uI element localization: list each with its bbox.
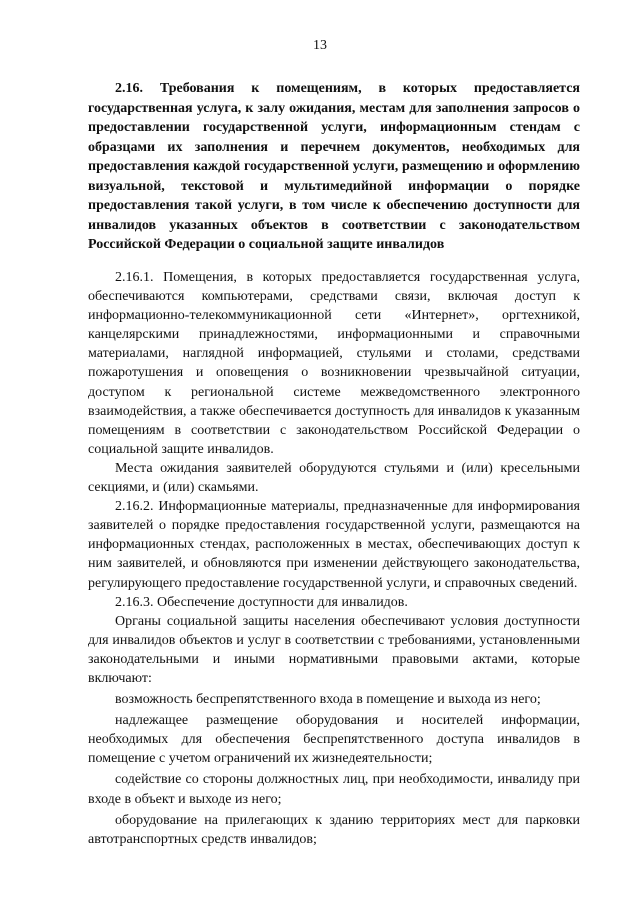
paragraph-2-16-3: 2.16.3. Обеспечение доступности для инвалидов.: [115, 594, 408, 610]
paragraph-accessibility-conditions: Органы социальной защиты населения обеспечивают условия доступности для инвалидов объектов и услуг в соответствии с требованиями, установленными законодательными и иными нормативными правовыми актами, которые включают:: [88, 613, 580, 686]
list-item-parking: оборудование на прилегающих к зданию территориях мест для парковки автотранспортных средств инвалидов;: [88, 812, 580, 847]
list-item-staff-assistance: содействие со стороны должностных лиц, при необходимости, инвалиду при входе в объект и выходе из него;: [88, 772, 580, 807]
page-number: 13: [313, 38, 327, 53]
list-item-equipment-placement: надлежащее размещение оборудования и носителей информации, необходимых для обеспечения беспрепятственного доступа инвалидов в помещение с учетом ограничений их жизнедеятельности;: [88, 713, 580, 767]
paragraph-2-16-1: 2.16.1. Помещения, в которых предоставляется государственная услуга, обеспечиваются компьютерами, средствами связи, включая доступ к информационно-телекоммуникационной сети «Интернет», оргтехникой, канцелярскими принадлежностями, информационными и справочными материалами, наглядной информацией, стульями и столами, средствами пожаротушения и оповещения о возникновении чрезвычайной ситуации, доступом к региональной системе межведомственного электронного взаимодействия, а также обеспечивается доступность для инвалидов к указанным помещениям в соответствии с законодательством Российской Федерации о социальной защите инвалидов.: [88, 270, 580, 457]
paragraph-2-16-2: 2.16.2. Информационные материалы, предназначенные для информирования заявителей о порядке предоставления государственной услуги, размещаются на информационных стендах, расположенных в местах, обеспечивающих доступ к ним заявителей, и обновляются при изменении действующего законодательства, регулирующего предоставление государственной услуги, и справочных сведений.: [88, 499, 580, 591]
section-body: [88, 268, 580, 849]
list-item-entry-exit: возможность беспрепятственного входа в помещение и выхода из него;: [115, 692, 541, 708]
paragraph-waiting-places: Места ожидания заявителей оборудуются стульями и (или) кресельными секциями, и (или) скамьями.: [88, 460, 580, 496]
section-heading: 2.16. Требования к помещениям, в которых предоставляется государственная услуга, к залу ожидания, местам для заполнения запросов о предоставлении государственной услуги, информационным стендам с образцами их заполнения и перечнем документов, необходимых для предоставления каждой государственной услуги, размещению и оформлению визуальной, текстовой и мультимедийной информации о порядке предоставления такой услуги, в том числе к обеспечению доступности для инвалидов указанных объектов в соответствии с законодательством Российской Федерации о социальной защите инвалидов: [88, 81, 580, 252]
